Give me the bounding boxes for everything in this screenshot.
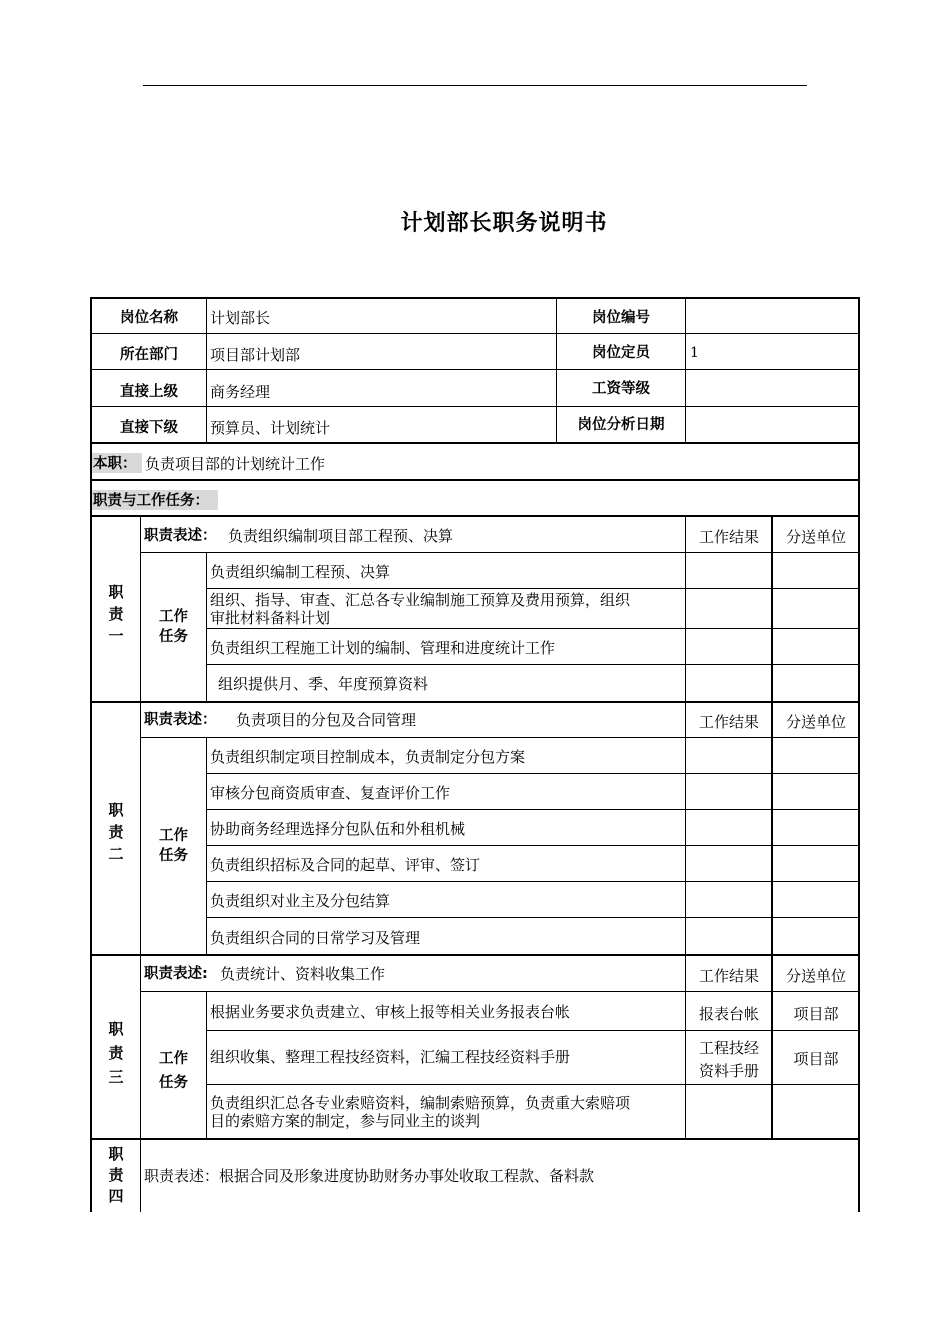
duty-1-task-2: 组织、指导、审查、汇总各专业编制施工预算及费用预算，组织 <box>210 591 631 609</box>
duty-2-desc: 负责项目的分包及合同管理 <box>236 711 417 729</box>
duty-3-result-header: 工作结果 <box>698 967 759 985</box>
duty-text: 负责项目部的计划统计工作 <box>145 455 326 473</box>
duty-1-dest-header: 分送单位 <box>785 528 846 546</box>
value-headcount: 1 <box>690 345 699 361</box>
duty-3-task-1: 根据业务要求负责建立、审核上报等相关业务报表台帐 <box>210 1003 571 1021</box>
section-title: 职责与工作任务： <box>93 493 209 509</box>
label-position-name: 岗位名称 <box>120 310 178 326</box>
duty-3-task-2: 组织收集、整理工程技经资料，汇编工程技经资料手册 <box>210 1048 571 1066</box>
duty-3-dest-header: 分送单位 <box>785 967 846 985</box>
duty-1-task-label: 工作 任务 <box>159 609 188 645</box>
duty-4-desc: 职责表述：根据合同及形象进度协助财务办事处收取工程款、备料款 <box>144 1167 595 1185</box>
duty-2-name: 职 责 二 <box>108 801 124 863</box>
duty-1-task-4: 组织提供月、季、年度预算资料 <box>218 675 429 693</box>
duty-3-desc: 负责统计、资料收集工作 <box>220 965 386 983</box>
duty-2-task-1: 负责组织制定项目控制成本，负责制定分包方案 <box>210 748 526 766</box>
duty-label: 本职： <box>93 456 137 472</box>
duty-2-task-4: 负责组织招标及合同的起草、评审、签订 <box>210 856 481 874</box>
value-position-name: 计划部长 <box>210 309 271 327</box>
label-department: 所在部门 <box>120 347 178 363</box>
duty-2-dest-header: 分送单位 <box>785 713 846 731</box>
duty-2-desc-label: 职责表述： <box>144 712 217 728</box>
duty-2-task-2: 审核分包商资质审查、复查评价工作 <box>210 784 451 802</box>
label-subordinate: 直接下级 <box>120 420 178 436</box>
duty-3-name: 职 责 三 <box>108 1020 124 1086</box>
value-department: 项目部计划部 <box>210 346 301 364</box>
duty-1-task-3: 负责组织工程施工计划的编制、管理和进度统计工作 <box>210 639 556 657</box>
duty-3-task-3-cont: 目的索赔方案的制定，参与同业主的谈判 <box>210 1112 481 1130</box>
value-superior: 商务经理 <box>210 383 271 401</box>
duty-2-task-5: 负责组织对业主及分包结算 <box>210 892 391 910</box>
duty-1-desc: 负责组织编制项目部工程预、决算 <box>228 527 454 545</box>
duty-1-task-1: 负责组织编制工程预、决算 <box>210 563 391 581</box>
label-position-code: 岗位编号 <box>592 310 650 326</box>
duty-3-task-label: 工作 任务 <box>159 1051 188 1091</box>
duty-1-result-header: 工作结果 <box>698 528 759 546</box>
duty-2-task-6: 负责组织合同的日常学习及管理 <box>210 929 421 947</box>
duty-1-desc-label: 职责表述： <box>144 528 217 544</box>
duty-2-task-label: 工作 任务 <box>159 828 188 864</box>
duty-4-name: 职 责 四 <box>108 1145 124 1205</box>
duty-3-task-2-result-cont: 资料手册 <box>698 1062 759 1080</box>
duty-3-task-1-result: 报表台帐 <box>698 1005 759 1023</box>
duty-3-desc-label: 职责表述: <box>144 966 208 982</box>
label-salary-grade: 工资等级 <box>592 381 650 397</box>
duty-2-result-header: 工作结果 <box>698 713 759 731</box>
duty-1-task-2-cont: 审批材料备料计划 <box>210 609 331 627</box>
header-rule <box>143 85 807 86</box>
duty-2-task-3: 协助商务经理选择分包队伍和外租机械 <box>210 820 466 838</box>
label-analysis-date: 岗位分析日期 <box>577 417 665 433</box>
document-title: 计划部长职务说明书 <box>400 211 608 236</box>
duty-3-task-2-result: 工程技经 <box>698 1039 759 1057</box>
label-superior: 直接上级 <box>120 384 178 400</box>
label-headcount: 岗位定员 <box>592 345 650 361</box>
duty-3-task-3: 负责组织汇总各专业索赔资料，编制索赔预算，负责重大索赔项 <box>210 1094 631 1112</box>
value-subordinate: 预算员、计划统计 <box>210 419 331 437</box>
duty-1-name: 职 责 一 <box>108 583 124 645</box>
duty-3-task-1-dest: 项目部 <box>793 1005 839 1023</box>
duty-3-task-2-dest: 项目部 <box>793 1050 839 1068</box>
